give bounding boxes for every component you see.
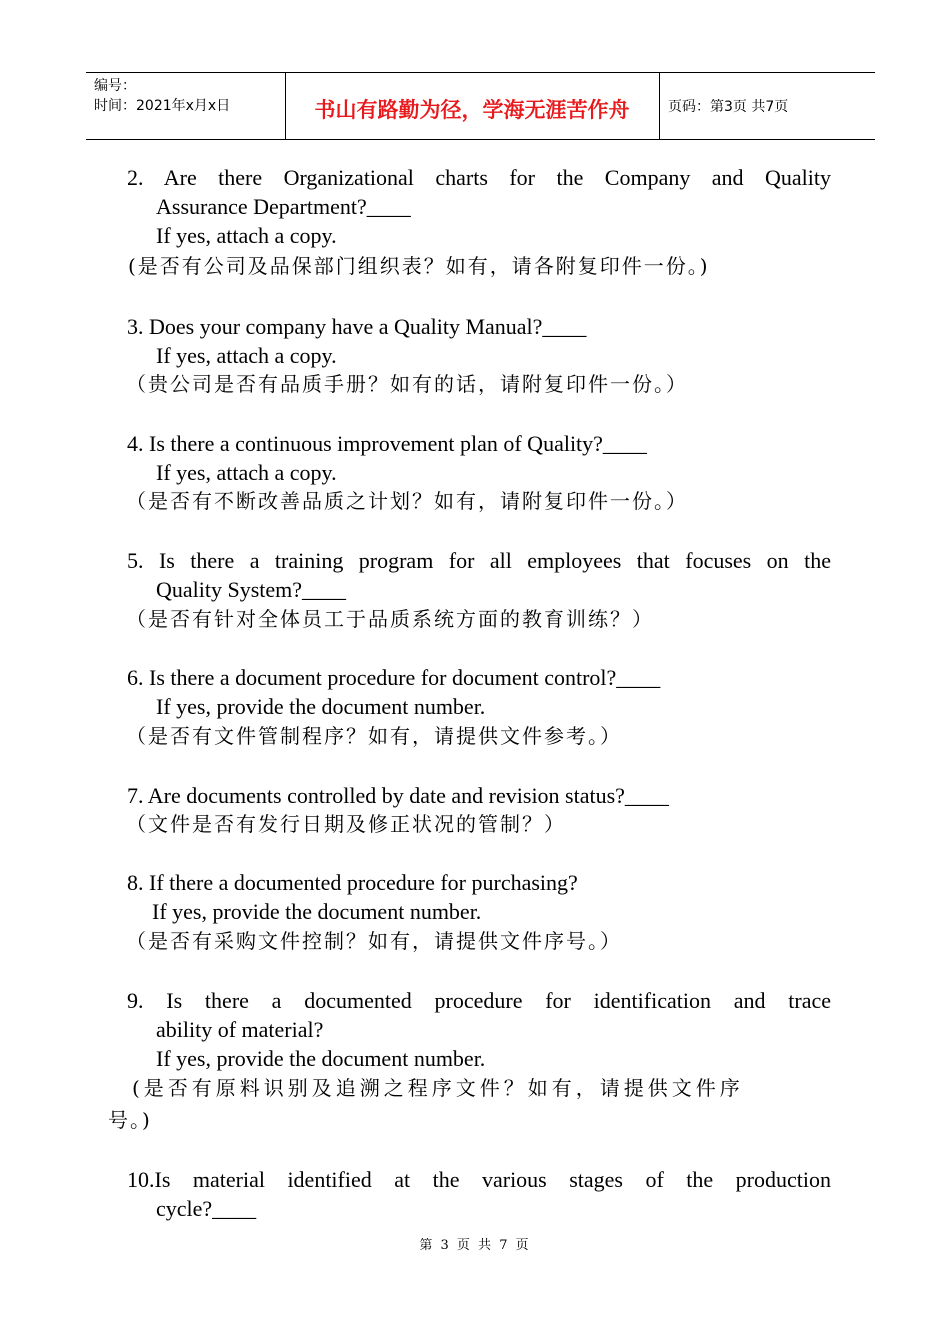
question-2-chinese: (是否有公司及品保部门组织表？如有，请各附复印件一份。) <box>128 254 710 278</box>
question-2-line-2: Assurance Department?____ <box>156 194 411 219</box>
question-10-line-2: cycle?____ <box>156 1196 257 1221</box>
header-meta <box>94 76 230 116</box>
question-4-chinese: （是否有不断改善品质之计划？如有，请附复印件一份。） <box>126 489 688 513</box>
question-8-line-1: 8. If there a documented procedure for purchasing? <box>127 870 578 895</box>
question-2-line-1: 2. Are there Organizational charts for the Company and Quality <box>127 165 831 190</box>
question-9-line-3: If yes, provide the document number. <box>156 1046 486 1071</box>
question-9-line-2: ability of material? <box>156 1017 324 1042</box>
question-10-line-1: 10.Is material identified at the various stages of the production <box>127 1167 831 1192</box>
question-4-line-1: 4. Is there a continuous improvement plan of Quality?____ <box>127 431 647 456</box>
question-7-line-1: 7. Are documents controlled by date and revision status?____ <box>127 783 669 808</box>
header-page-number: 页码：第3页 共7页 <box>668 99 789 115</box>
question-6-line-1: 6. Is there a document procedure for document control?____ <box>127 665 661 690</box>
question-9-line-1: 9. Is there a documented procedure for identification and trace <box>127 988 831 1013</box>
question-6-chinese: （是否有文件管制程序？如有，请提供文件参考。） <box>126 724 622 748</box>
question-3-line-1: 3. Does your company have a Quality Manual?____ <box>127 314 587 339</box>
question-8-chinese: （是否有采购文件控制？如有，请提供文件序号。） <box>126 929 622 953</box>
header-number: 编号： <box>94 78 136 94</box>
question-4-line-2: If yes, attach a copy. <box>156 460 337 485</box>
question-3-chinese: （贵公司是否有品质手册？如有的话，请附复印件一份。） <box>126 372 688 396</box>
page-header <box>86 72 875 140</box>
question-3-line-2: If yes, attach a copy. <box>156 343 337 368</box>
question-6-line-2: If yes, provide the document number. <box>156 694 486 719</box>
question-9-chinese-line-2: 号。) <box>108 1108 152 1132</box>
question-5-line-1: 5. Is there a training program for all employees that focuses on the <box>127 548 831 573</box>
question-9-chinese-line-1: (是否有原料识别及追溯之程序文件？如有，请提供文件序 <box>132 1076 744 1100</box>
header-divider <box>659 72 660 140</box>
header-motto: 书山有路勤为径，学海无涯苦作舟 <box>314 98 630 122</box>
question-2-line-3: If yes, attach a copy. <box>156 223 337 248</box>
question-8-line-2: If yes, provide the document number. <box>152 899 482 924</box>
page-footer: 第 3 页 共 7 页 <box>419 1238 531 1253</box>
header-top-rule <box>86 72 875 73</box>
question-5-chinese: （是否有针对全体员工于品质系统方面的教育训练？） <box>126 607 654 631</box>
header-time: 时间：2021年x月x日 <box>94 98 231 114</box>
question-5-line-2: Quality System?____ <box>156 577 347 602</box>
question-7-chinese: （文件是否有发行日期及修正状况的管制？） <box>126 812 566 836</box>
header-bottom-rule <box>86 139 875 140</box>
